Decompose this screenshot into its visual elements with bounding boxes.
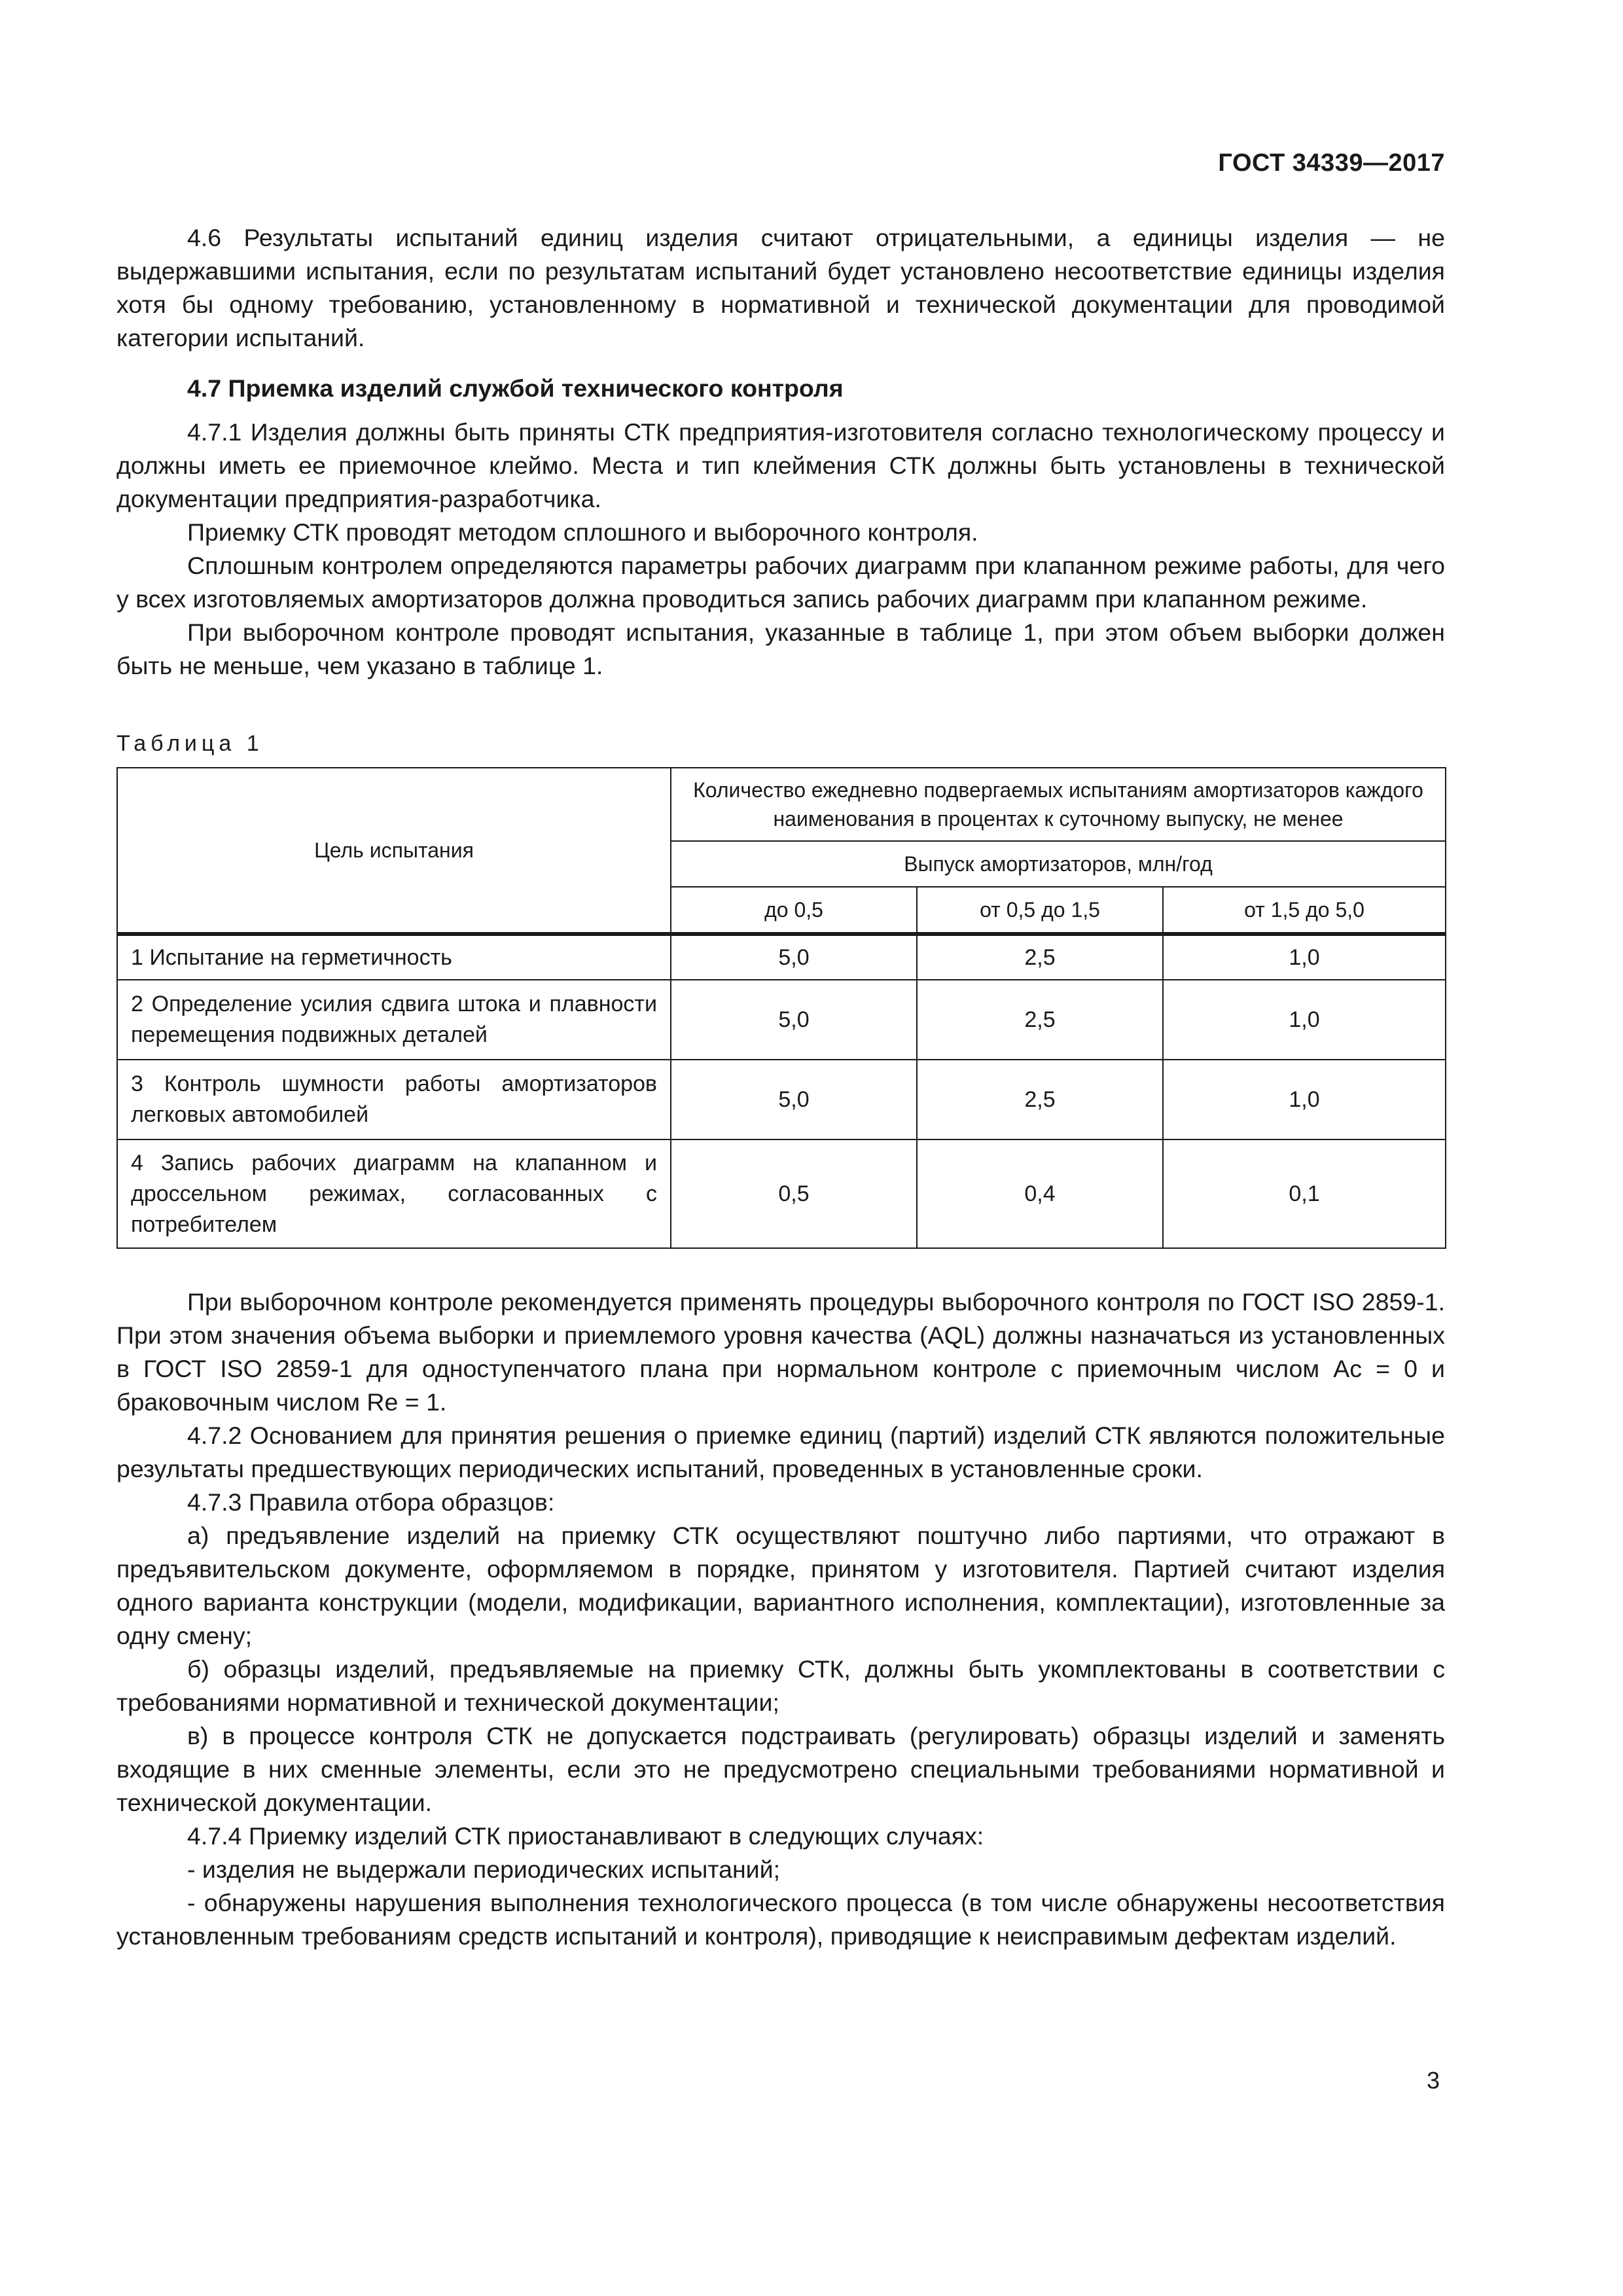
- cell-value: 0,4: [917, 1139, 1163, 1248]
- standard-code: ГОСТ 34339—2017: [1218, 149, 1445, 177]
- cell-value: 1,0: [1163, 980, 1446, 1060]
- cell-value: 2,5: [917, 1060, 1163, 1139]
- row-label: 4 Запись рабочих диаграмм на клапанном и дроссельном режимах, согласованных с потребителем: [117, 1139, 671, 1248]
- col-header-group: Количество ежедневно подвергаемых испытаниям амортизаторов каждого наименования в процентах к суточному выпуску, не менее: [671, 768, 1446, 841]
- col-header-subgroup: Выпуск амортизаторов, млн/год: [671, 841, 1446, 887]
- paragraph-sampling-procedure: При выборочном контроле рекомендуется применять процедуры выборочного контроля по ГОСТ ISO 2859-1. При этом значения объема выборки и приемлемого уровня качества (AQL) должны назначаться из установленных в ГОСТ ISO 2859-1 для одноступенчатого плана при нормальном контроле с приемочным числом Ac = 0 и браковочным числом Re = 1.: [116, 1288, 1445, 1416]
- paragraph-item-a: а) предъявление изделий на приемку СТК осуществляют поштучно либо партиями, что отражают в предъявительском документе, оформляемом в порядке, принятом у изготовителя. Партией считают изделия одного варианта конструкции (модели, модификации, вариантного исполнения, комплектации), изготовленные за одну смену;: [116, 1522, 1445, 1649]
- table-row: [117, 980, 1446, 1060]
- row-label: 2 Определение усилия сдвига штока и плавности перемещения подвижных деталей: [117, 980, 671, 1060]
- list-item: - обнаружены нарушения выполнения технологического процесса (в том числе обнаружены несоответствия установленным требованиям средств испытаний и контроля), приводящие к неисправимым дефектам изделий.: [116, 1889, 1445, 1950]
- cell-value: 1,0: [1163, 934, 1446, 980]
- row-label: 3 Контроль шумности работы амортизаторов легковых автомобилей: [117, 1060, 671, 1139]
- cell-value: 2,5: [917, 980, 1163, 1060]
- cell-value: 0,1: [1163, 1139, 1446, 1248]
- paragraph-sampling-control: При выборочном контроле проводят испытания, указанные в таблице 1, при этом объем выборки должен быть не меньше, чем указано в таблице 1.: [116, 619, 1445, 679]
- table-row: [117, 1139, 1446, 1248]
- cell-value: 2,5: [917, 934, 1163, 980]
- section-heading-4-7: 4.7 Приемка изделий службой технического контроля: [187, 374, 844, 402]
- table-row: [117, 1060, 1446, 1139]
- cell-value: 5,0: [671, 934, 917, 980]
- list-item: - изделия не выдержали периодических испытаний;: [187, 1856, 780, 1883]
- test-sampling-table: [116, 767, 1446, 1249]
- cell-value: 0,5: [671, 1139, 917, 1248]
- paragraph-4-7-3: 4.7.3 Правила отбора образцов:: [187, 1488, 555, 1516]
- paragraph-continuous-control: Сплошным контролем определяются параметры рабочих диаграмм при клапанном режиме работы, для чего у всех изготовляемых амортизаторов должна проводиться запись рабочих диаграмм при клапанном режиме.: [116, 552, 1445, 613]
- table-caption: Таблица 1: [116, 731, 264, 756]
- paragraph-4-6: 4.6 Результаты испытаний единиц изделия считают отрицательными, а единицы изделия — не выдержавшими испытания, если по результатам испытаний будет установлено несоответствие единицы изделия хотя бы одному требованию, установленному в нормативной и технической документации для проводимой категории испытаний.: [116, 224, 1445, 351]
- cell-value: 5,0: [671, 980, 917, 1060]
- paragraph-4-7-2: 4.7.2 Основанием для принятия решения о приемке единиц (партий) изделий СТК являются положительные результаты предшествующих периодических испытаний, проведенных в установленные сроки.: [116, 1422, 1445, 1482]
- col-header-purpose: Цель испытания: [117, 768, 671, 934]
- paragraph-4-7-4: 4.7.4 Приемку изделий СТК приостанавливают в следующих случаях:: [187, 1822, 984, 1850]
- page-number: 3: [1426, 2067, 1440, 2094]
- row-label: 1 Испытание на герметичность: [117, 934, 671, 980]
- paragraph-4-7-1: 4.7.1 Изделия должны быть приняты СТК предприятия-изготовителя согласно технологическому процессу и должны иметь ее приемочное клеймо. Места и тип клеймения СТК должны быть установлены в технической документации предприятия-разработчика.: [116, 418, 1445, 512]
- paragraph-acceptance-method: Приемку СТК проводят методом сплошного и выборочного контроля.: [187, 518, 978, 546]
- col-header-range: до 0,5: [671, 887, 917, 934]
- paragraph-item-b: б) образцы изделий, предъявляемые на приемку СТК, должны быть укомплектованы в соответствии с требованиями нормативной и технической документации;: [116, 1655, 1445, 1716]
- table-row: [117, 934, 1446, 980]
- cell-value: 1,0: [1163, 1060, 1446, 1139]
- paragraph-item-v: в) в процессе контроля СТК не допускается подстраивать (регулировать) образцы изделий и заменять входящие в них сменные элементы, если это не предусмотрено специальными требованиями нормативной и технической документации.: [116, 1722, 1445, 1816]
- cell-value: 5,0: [671, 1060, 917, 1139]
- col-header-range: от 0,5 до 1,5: [917, 887, 1163, 934]
- page-content: [116, 221, 1445, 1953]
- col-header-range: от 1,5 до 5,0: [1163, 887, 1446, 934]
